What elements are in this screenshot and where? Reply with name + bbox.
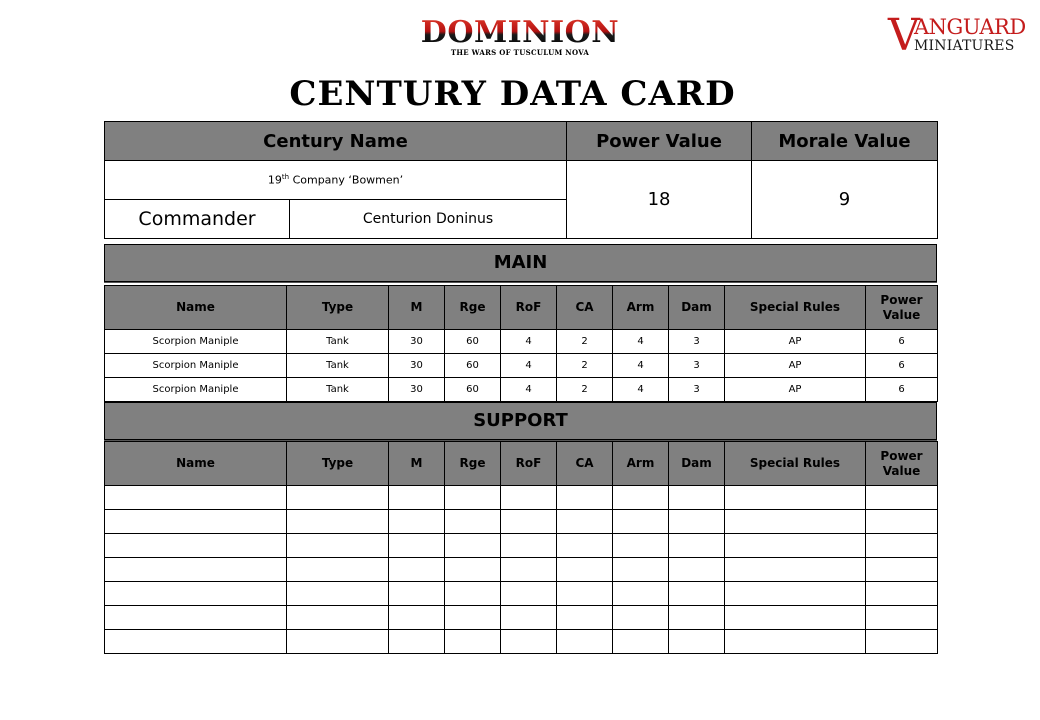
vanguard-logo-top: ANGUARD [914,15,1026,39]
empty-cell-m[interactable] [389,606,445,630]
empty-cell-rge[interactable] [445,630,501,654]
empty-cell-special-rules[interactable] [725,582,866,606]
cell-rge[interactable]: 60 [445,354,501,378]
support-col-type: Type [287,442,389,486]
empty-cell-ca[interactable] [557,558,613,582]
support-col-arm: Arm [613,442,669,486]
empty-cell-name[interactable] [105,630,287,654]
support-header-row [105,442,938,486]
cell-ca[interactable]: 2 [557,378,613,402]
main-units-table [104,285,938,402]
empty-cell-dam[interactable] [669,606,725,630]
empty-cell-rof[interactable] [501,486,557,510]
empty-cell-rge[interactable] [445,510,501,534]
morale-value[interactable]: 9 [752,161,938,239]
empty-cell-power-value[interactable] [866,606,938,630]
commander-label: Commander [105,200,290,239]
cell-m[interactable]: 30 [389,330,445,354]
support-table-row [105,582,938,606]
cell-name[interactable]: Scorpion Maniple [105,378,287,402]
cell-dam[interactable]: 3 [669,378,725,402]
empty-cell-type[interactable] [287,558,389,582]
main-table-row [105,354,938,378]
empty-cell-name[interactable] [105,486,287,510]
cell-special-rules[interactable]: AP [725,330,866,354]
cell-power-value[interactable]: 6 [866,378,938,402]
empty-cell-arm[interactable] [613,534,669,558]
main-col-dam: Dam [669,286,725,330]
empty-cell-name[interactable] [105,558,287,582]
cell-rof[interactable]: 4 [501,354,557,378]
empty-cell-dam[interactable] [669,582,725,606]
empty-cell-arm[interactable] [613,606,669,630]
support-col-power-value: Power Value [866,442,938,486]
empty-cell-m[interactable] [389,534,445,558]
cell-ca[interactable]: 2 [557,354,613,378]
empty-cell-arm[interactable] [613,558,669,582]
empty-cell-power-value[interactable] [866,558,938,582]
support-col-special-rules: Special Rules [725,442,866,486]
empty-cell-ca[interactable] [557,582,613,606]
support-table-row [105,486,938,510]
main-table-row [105,378,938,402]
empty-cell-dam[interactable] [669,630,725,654]
cell-rge[interactable]: 60 [445,330,501,354]
power-value[interactable]: 18 [567,161,752,239]
empty-cell-ca[interactable] [557,606,613,630]
empty-cell-special-rules[interactable] [725,486,866,510]
empty-cell-arm[interactable] [613,486,669,510]
empty-cell-arm[interactable] [613,630,669,654]
support-col-name: Name [105,442,287,486]
main-rows [105,330,938,402]
century-name-value[interactable] [105,161,567,200]
empty-cell-rof[interactable] [501,510,557,534]
morale-value-header: Morale Value [752,122,938,161]
empty-cell-name[interactable] [105,606,287,630]
power-value-header: Power Value [567,122,752,161]
support-rows [105,486,938,654]
empty-cell-m[interactable] [389,582,445,606]
support-table-row [105,630,938,654]
empty-cell-special-rules[interactable] [725,558,866,582]
empty-cell-special-rules[interactable] [725,606,866,630]
cell-name[interactable]: Scorpion Maniple [105,330,287,354]
dominion-logo [418,16,622,57]
empty-cell-type[interactable] [287,534,389,558]
main-col-ca: CA [557,286,613,330]
century-summary-table [104,121,938,239]
empty-cell-ca[interactable] [557,486,613,510]
empty-cell-dam[interactable] [669,486,725,510]
cell-power-value[interactable]: 6 [866,354,938,378]
empty-cell-dam[interactable] [669,534,725,558]
empty-cell-arm[interactable] [613,582,669,606]
support-section-header: SUPPORT [104,402,937,440]
empty-cell-arm[interactable] [613,510,669,534]
empty-cell-ca[interactable] [557,630,613,654]
empty-cell-power-value[interactable] [866,534,938,558]
main-col-arm: Arm [613,286,669,330]
cell-type[interactable]: Tank [287,378,389,402]
empty-cell-special-rules[interactable] [725,534,866,558]
support-units-table [104,441,938,654]
empty-cell-rge[interactable] [445,534,501,558]
cell-type[interactable]: Tank [287,330,389,354]
main-header-row [105,286,938,330]
cell-ca[interactable]: 2 [557,330,613,354]
empty-cell-type[interactable] [287,606,389,630]
empty-cell-rof[interactable] [501,558,557,582]
main-col-m: M [389,286,445,330]
century-name-header: Century Name [105,122,567,161]
empty-cell-rge[interactable] [445,582,501,606]
cell-arm[interactable]: 4 [613,354,669,378]
cell-power-value[interactable]: 6 [866,330,938,354]
empty-cell-m[interactable] [389,486,445,510]
empty-cell-type[interactable] [287,510,389,534]
cell-m[interactable]: 30 [389,354,445,378]
cell-name[interactable]: Scorpion Maniple [105,354,287,378]
empty-cell-type[interactable] [287,582,389,606]
dominion-logo-word: DOMINION [418,16,622,50]
dominion-logo-tagline: THE WARS OF TUSCULUM NOVA [450,48,590,57]
page-title: CENTURY DATA CARD [289,74,736,114]
empty-cell-special-rules[interactable] [725,630,866,654]
support-table-row [105,510,938,534]
support-col-m: M [389,442,445,486]
main-col-power-value: Power Value [866,286,938,330]
cell-special-rules[interactable]: AP [725,378,866,402]
support-col-rof: RoF [501,442,557,486]
vanguard-logo-initial: V [888,10,920,61]
support-table-row [105,534,938,558]
cell-dam[interactable]: 3 [669,330,725,354]
commander-value[interactable]: Centurion Doninus [290,200,567,239]
cell-rge[interactable]: 60 [445,378,501,402]
cell-arm[interactable]: 4 [613,378,669,402]
main-col-special-rules: Special Rules [725,286,866,330]
empty-cell-name[interactable] [105,534,287,558]
main-col-type: Type [287,286,389,330]
empty-cell-type[interactable] [287,630,389,654]
empty-cell-power-value[interactable] [866,630,938,654]
empty-cell-m[interactable] [389,510,445,534]
empty-cell-power-value[interactable] [866,510,938,534]
empty-cell-special-rules[interactable] [725,510,866,534]
empty-cell-rof[interactable] [501,606,557,630]
main-col-rge: Rge [445,286,501,330]
cell-m[interactable]: 30 [389,378,445,402]
empty-cell-dam[interactable] [669,510,725,534]
vanguard-logo-bottom: MINIATURES [914,38,1015,54]
empty-cell-name[interactable] [105,582,287,606]
main-col-rof: RoF [501,286,557,330]
support-table-row [105,606,938,630]
cell-rof[interactable]: 4 [501,330,557,354]
cell-special-rules[interactable]: AP [725,354,866,378]
main-table-row [105,330,938,354]
empty-cell-m[interactable] [389,558,445,582]
cell-dam[interactable]: 3 [669,354,725,378]
cell-arm[interactable]: 4 [613,330,669,354]
support-col-rge: Rge [445,442,501,486]
empty-cell-ca[interactable] [557,510,613,534]
empty-cell-power-value[interactable] [866,582,938,606]
main-col-name: Name [105,286,287,330]
empty-cell-power-value[interactable] [866,486,938,510]
cell-type[interactable]: Tank [287,354,389,378]
main-section-header: MAIN [104,244,937,282]
empty-cell-name[interactable] [105,510,287,534]
empty-cell-rof[interactable] [501,534,557,558]
empty-cell-m[interactable] [389,630,445,654]
support-col-ca: CA [557,442,613,486]
century-name-ordinal: th [281,173,290,182]
empty-cell-rge[interactable] [445,558,501,582]
empty-cell-dam[interactable] [669,558,725,582]
century-name-text: Company ‘Bowmen’ [289,173,404,187]
cell-rof[interactable]: 4 [501,378,557,402]
empty-cell-rof[interactable] [501,630,557,654]
empty-cell-rge[interactable] [445,486,501,510]
support-col-dam: Dam [669,442,725,486]
empty-cell-rof[interactable] [501,582,557,606]
empty-cell-ca[interactable] [557,534,613,558]
empty-cell-rge[interactable] [445,606,501,630]
century-name-number: 19 [267,173,282,187]
support-table-row [105,558,938,582]
empty-cell-type[interactable] [287,486,389,510]
